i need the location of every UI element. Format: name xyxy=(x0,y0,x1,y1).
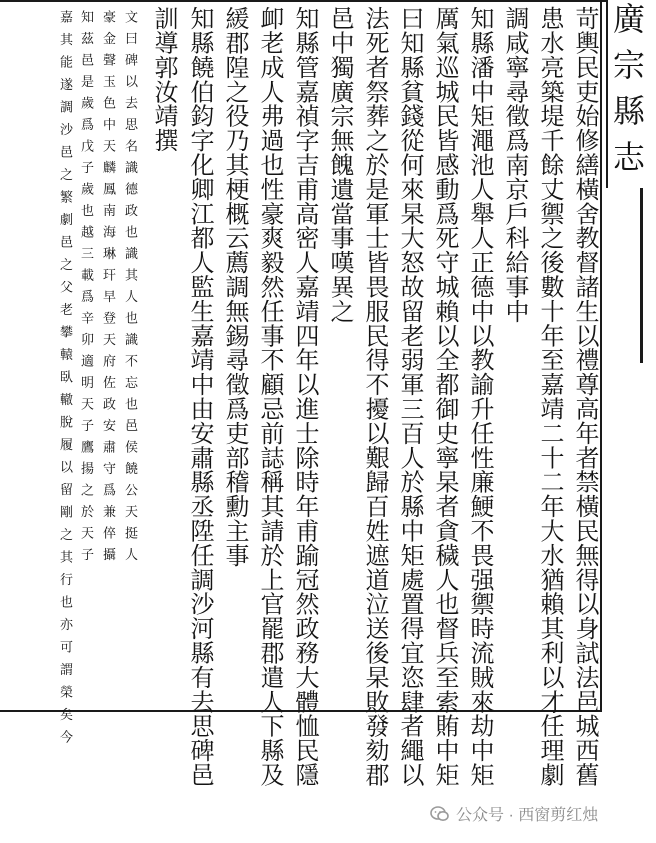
text-column: 調咸寧尋徵爲南京戶科給事中 xyxy=(501,6,529,324)
text-column: 嘉其能遂調沙邑之繁劇邑之父老攀轅臥轍脫履以留剛之其行也亦可謂榮矣今 xyxy=(57,10,72,753)
text-column: 訓導郭汝靖撰 xyxy=(150,6,178,153)
text-column: 文曰碑以去思名識德政也識其人也識不忘也邑侯饒公天挺人 xyxy=(122,10,137,569)
watermark xyxy=(430,802,598,825)
text-column: 厲氣巡城民皆感動爲死守城賴以全都御史寧杲者貪穢人也督兵至索賄中矩 xyxy=(431,6,459,787)
text-column: 苛輿民吏始修繕橫舍教督諸生以禮尊高年者禁橫民無得以身試法邑城西舊 xyxy=(571,6,599,787)
text-column: 知縣管嘉禎字吉甫高密人嘉靖四年以進士除時年甫踰冠然政務大體恤民隱 xyxy=(291,6,319,787)
text-column: 知縣潘中矩澠池人舉人正德中以教諭升任性廉鯁不畏强禦時流賊來劫中矩 xyxy=(466,6,494,787)
text-column: 緩郡隍之役乃其梗概云薦調無錫尋徵爲吏部稽勳主事 xyxy=(221,6,249,568)
left-border-rule xyxy=(600,0,602,712)
text-column: 豪金聲玉色中天麟鳳南海琳玕早登天府佐政安肅守爲兼倅攝 xyxy=(100,10,115,569)
wechat-icon xyxy=(430,806,450,822)
page-header-title: 廣宗縣志 xyxy=(608,2,646,186)
text-column: 卹老成人弗過也性豪爽毅然任事不顧忌前誌稱其請於上官罷郡遣人下縣及 xyxy=(256,6,284,787)
text-column: 法死者祭葬之於是軍士皆畏服民得不擾以艱歸百姓遮道泣送後杲敗發劾郡 xyxy=(361,6,389,787)
top-border-rule xyxy=(0,0,606,2)
text-column: 邑中獨廣宗無餽遺當事嘆異之 xyxy=(326,6,354,324)
text-column: 患水亮築堤千餘丈禦之後數十年至嘉靖二十二年大水猶賴其利以才任理劇 xyxy=(536,6,564,787)
text-column: 曰知縣貧錢從何來杲大怒故留老弱軍三百人於縣中矩處置得宜恣肆者繩以 xyxy=(396,6,424,787)
text-column: 知茲邑是歲爲戊子歲也越三載爲辛卯適明天子鷹揚之於天子 xyxy=(78,10,93,569)
text-column: 知縣饒伯鈞字化卿江都人監生嘉靖中由安肅縣丞陞任調沙河縣有去思碑邑 xyxy=(186,6,214,787)
right-edge-rule xyxy=(640,188,643,363)
watermark-text: 公众号 · 西窗剪红烛 xyxy=(456,807,599,824)
